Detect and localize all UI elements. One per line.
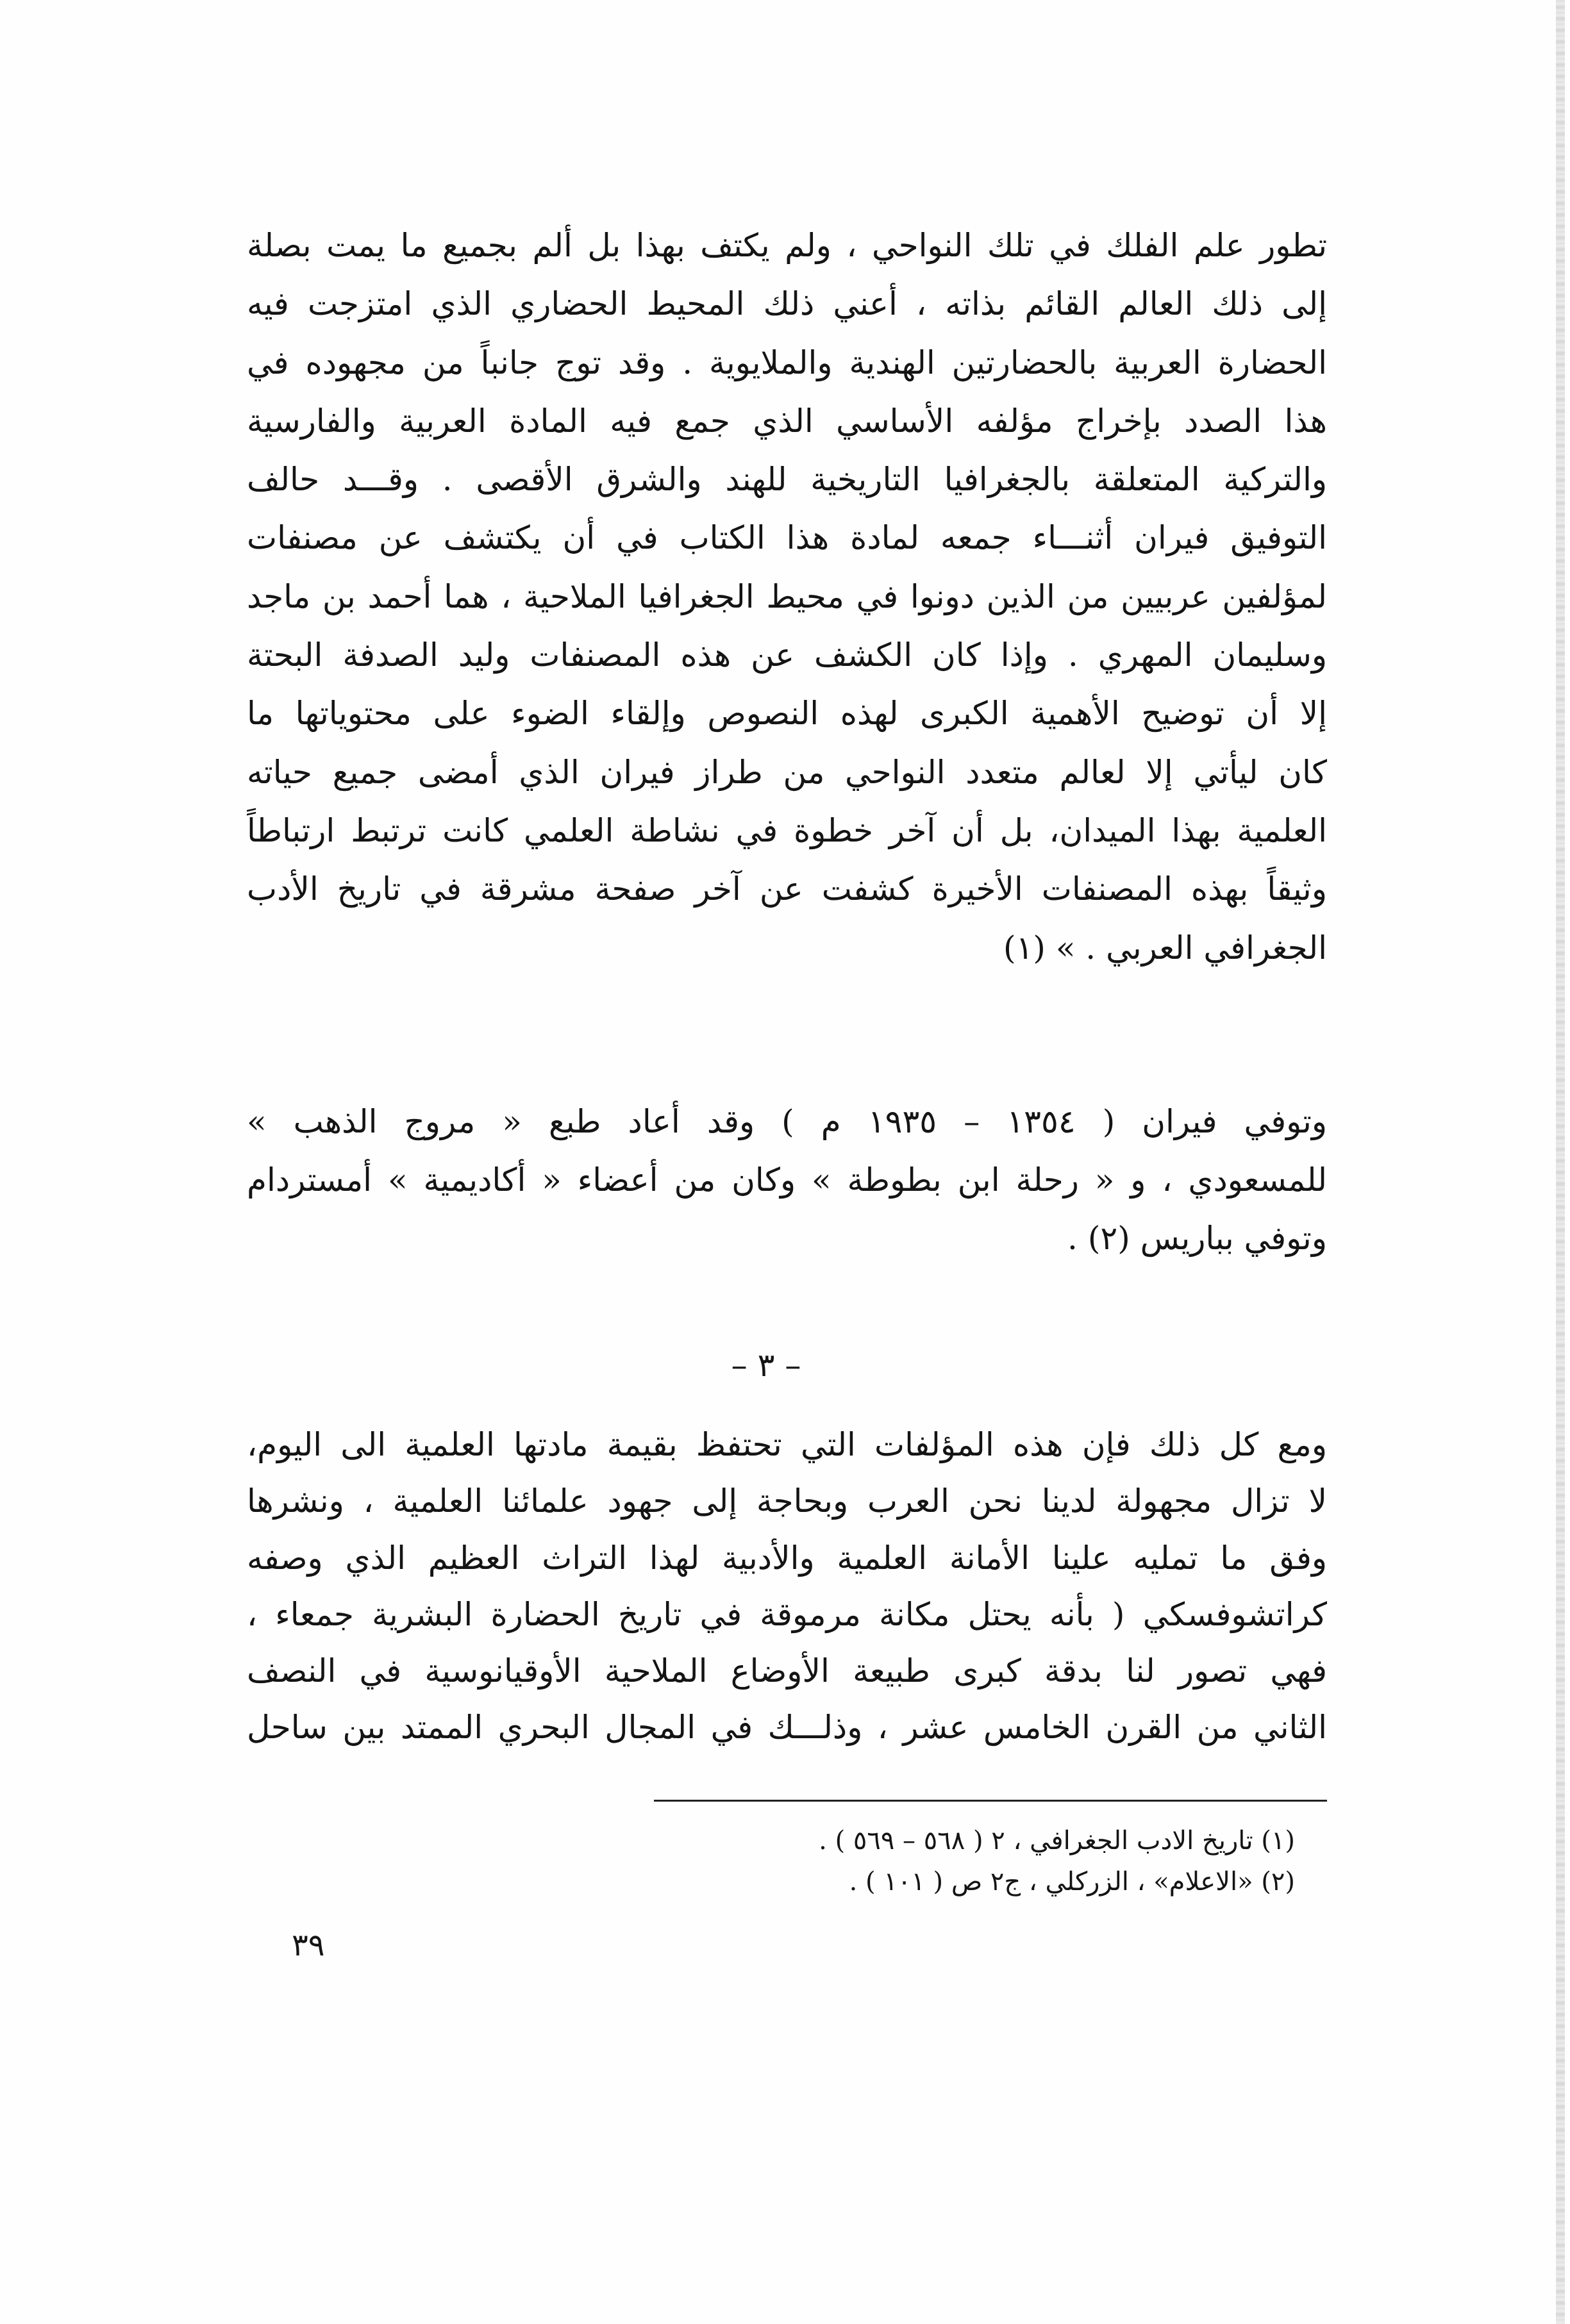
text-line: والتركية المتعلقة بالجغرافيا التاريخية للهند والشرق الأقصى . وقـــد حالف bbox=[247, 461, 1327, 499]
text-line: العلمية بهذا الميدان، بل أن آخر خطوة في نشاطة العلمي كانت ترتبط ارتباطاً bbox=[247, 811, 1327, 849]
paragraph-2 bbox=[247, 1093, 1327, 1268]
text-line: للمسعودي ، و « رحلة ابن بطوطة » وكان من أعضاء « أكاديمية » أمستردام bbox=[247, 1161, 1327, 1199]
paragraph-1 bbox=[247, 217, 1327, 977]
text-line: كان ليأتي إلا لعالم متعدد النواحي من طراز فيران الذي أمضى جميع حياته bbox=[247, 753, 1327, 791]
text-line: لمؤلفين عربيين من الذين دونوا في محيط الجغرافيا الملاحية ، هما أحمد بن ماجد bbox=[247, 577, 1327, 615]
text-line: إلى ذلك العالم القائم بذاته ، أعني ذلك المحيط الحضاري الذي امتزجت فيه bbox=[247, 285, 1327, 323]
footnotes bbox=[654, 1820, 1295, 1902]
text-line: الجغرافي العربي . » (١) bbox=[1003, 929, 1327, 967]
text-line: التوفيق فيران أثنـــاء جمعه لمادة هذا الكتاب في أن يكتشف عن مصنفات bbox=[247, 519, 1327, 557]
footnote: (١) تاريخ الادب الجغرافي ، ٢ ( ٥٦٨ – ٥٦٩ ) . bbox=[819, 1826, 1295, 1855]
text-line: كراتشوفسكي ( بأنه يحتل مكانة مرموقة في تاريخ الحضارة البشرية جمعاء ، bbox=[247, 1595, 1327, 1633]
text-line: الثاني من القرن الخامس عشر ، وذلـــك في المجال البحري الممتد بين ساحل bbox=[247, 1709, 1327, 1747]
text-line: وثيقاً بهذه المصنفات الأخيرة كشفت عن آخر صفحة مشرقة في تاريخ الأدب bbox=[247, 870, 1327, 908]
footnote-divider bbox=[654, 1800, 1327, 1802]
scan-edge-shadow bbox=[1556, 0, 1565, 2324]
page-number: ٣٩ bbox=[292, 1927, 325, 1963]
text-line: وسليمان المهري . وإذا كان الكشف عن هذه المصنفات وليد الصدفة البحتة bbox=[247, 636, 1327, 674]
paragraph-3 bbox=[247, 1416, 1327, 1756]
text-line: وتوفي بباريس (٢) . bbox=[1067, 1220, 1327, 1257]
text-line: فهي تصور لنا بدقة كبرى طبيعة الأوضاع الملاحية الأوقيانوسية في النصف bbox=[247, 1652, 1327, 1690]
text-line: تطور علم الفلك في تلك النواحي ، ولم يكتف بهذا بل ألم بجميع ما يمت بصلة bbox=[247, 227, 1327, 264]
footnote: (٢) «الاعلام» ، الزركلي ، ج٢ ص ( ١٠١ ) . bbox=[849, 1867, 1295, 1897]
text-line: لا تزال مجهولة لدينا نحن العرب وبحاجة إلى جهود علمائنا العلمية ، ونشرها bbox=[247, 1482, 1327, 1520]
section-number: – ٣ – bbox=[731, 1347, 801, 1384]
text-line: ومع كل ذلك فإن هذه المؤلفات التي تحتفظ بقيمة مادتها العلمية الى اليوم، bbox=[247, 1426, 1327, 1463]
text-line: وتوفي فيران ( ١٣٥٤ – ١٩٣٥ م ) وقد أعاد طبع « مروج الذهب » bbox=[247, 1103, 1327, 1140]
text-line: هذا الصدد بإخراج مؤلفه الأساسي الذي جمع فيه المادة العربية والفارسية bbox=[247, 402, 1327, 440]
text-line: الحضارة العربية بالحضارتين الهندية والملايوية . وقد توج جانباً من مجهوده في bbox=[247, 344, 1327, 381]
text-line: إلا أن توضيح الأهمية الكبرى لهذه النصوص وإلقاء الضوء على محتوياتها ما bbox=[247, 695, 1327, 733]
text-line: وفق ما تمليه علينا الأمانة العلمية والأدبية لهذا التراث العظيم الذي وصفه bbox=[247, 1539, 1327, 1577]
